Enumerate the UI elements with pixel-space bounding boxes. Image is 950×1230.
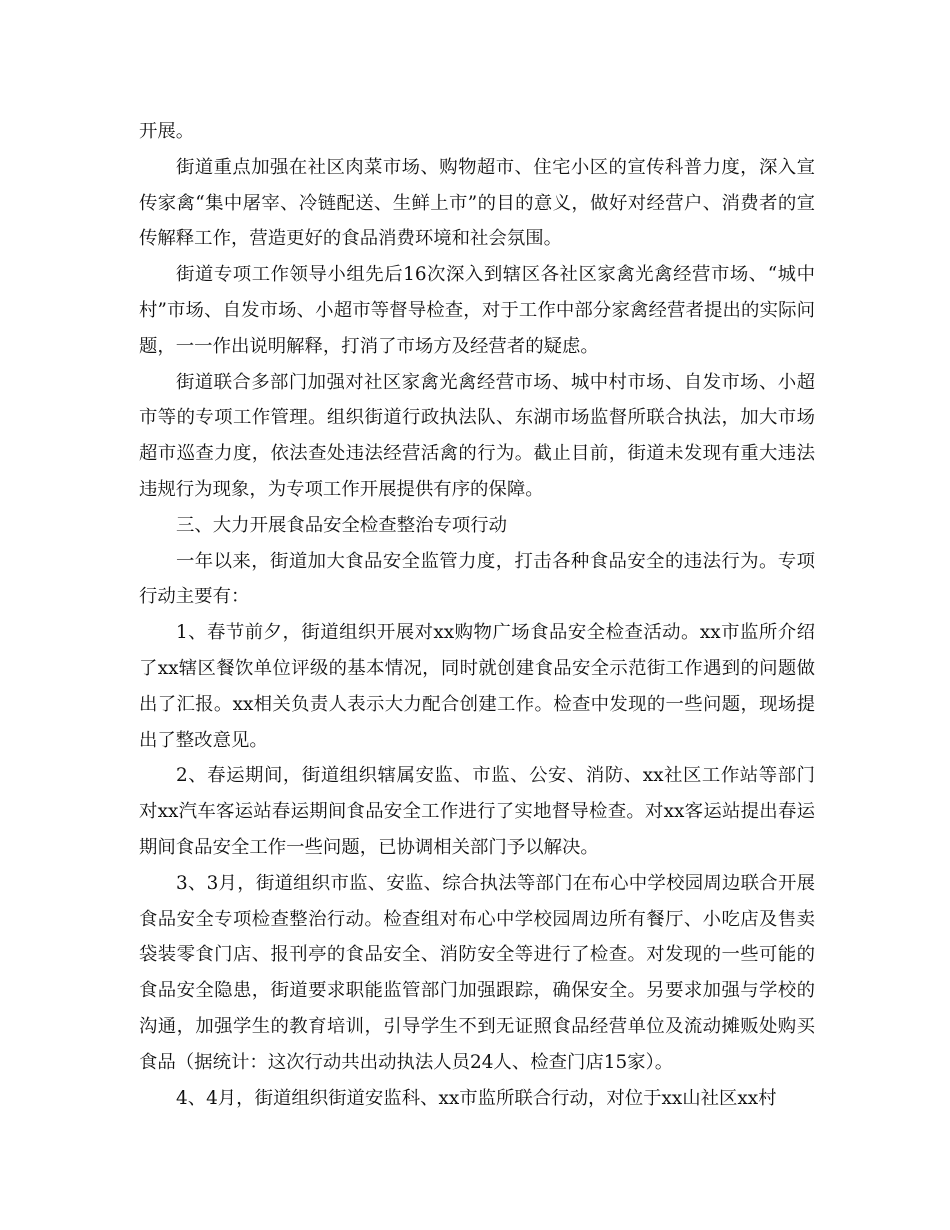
- paragraph-publicity: 街道重点加强在社区肉菜市场、购物超市、住宅小区的宣传科普力度，深入宣传家禽“集中屠宰、冷链配送、生鲜上市”的目的意义，做好对经营户、消费者的宣传解释工作，营造更好的食品消费环境和社会氛围。: [139, 156, 815, 250]
- paragraph-joint-management: 街道联合多部门加强对社区家禽光禽经营市场、城中村市场、自发市场、小超市等的专项工作管理。组织街道行政执法队、东湖市场监督所联合执法，加大市场超市巡查力度，依法查处违法经营活禽的行为。截止目前，街道未发现有重大违法违规行为现象，为专项工作开展提供有序的保障。: [139, 371, 815, 500]
- list-item-2: 2、春运期间，街道组织辖属安监、市监、公安、消防、xx社区工作站等部门对xx汽车客运站春运期间食品安全工作进行了实地督导检查。对xx客运站提出春运期间食品安全工作一些问题，已协调相关部门予以解决。: [139, 765, 815, 858]
- paragraph-overview: 一年以来，街道加大食品安全监管力度，打击各种食品安全的违法行为。专项行动主要有：: [139, 550, 815, 608]
- section-heading: 三、大力开展食品安全检查整治专项行动: [176, 514, 508, 536]
- list-item-3: 3、3月，街道组织市监、安监、综合执法等部门在布心中学校园周边联合开展食品安全专项检查整治行动。检查组对布心中学校园周边所有餐厅、小吃店及售卖袋装零食门店、报刊亭的食品安全、消防安全等进行了检查。对发现的一些可能的食品安全隐患，街道要求职能监管部门加强跟踪，确保安全。另要求加强与学校的沟通，加强学生的教育培训，引导学生不到无证照食品经营单位及流动摊贩处购买食品（据统计：这次行动共出动执法人员24人、检查门店15家）。: [139, 872, 815, 1073]
- paragraph-inspection: 街道专项工作领导小组先后16次深入到辖区各社区家禽光禽经营市场、“城中村”市场、自发市场、小超市等督导检查，对于工作中部分家禽经营者提出的实际问题，一一作出说明解释，打消了市场方及经营者的疑虑。: [139, 264, 815, 357]
- paragraph-continuation: 开展。: [139, 121, 195, 142]
- document-body: [139, 114, 815, 1116]
- list-item-4: 4、4月，街道组织街道安监科、xx市监所联合行动，对位于xx山社区xx村: [176, 1087, 777, 1109]
- list-item-1: 1、春节前夕，街道组织开展对xx购物广场食品安全检查活动。xx市监所介绍了xx辖区餐饮单位评级的基本情况，同时就创建食品安全示范街工作遇到的问题做出了汇报。xx相关负责人表示大力配合创建工作。检查中发现的一些问题，现场提出了整改意见。: [139, 622, 815, 751]
